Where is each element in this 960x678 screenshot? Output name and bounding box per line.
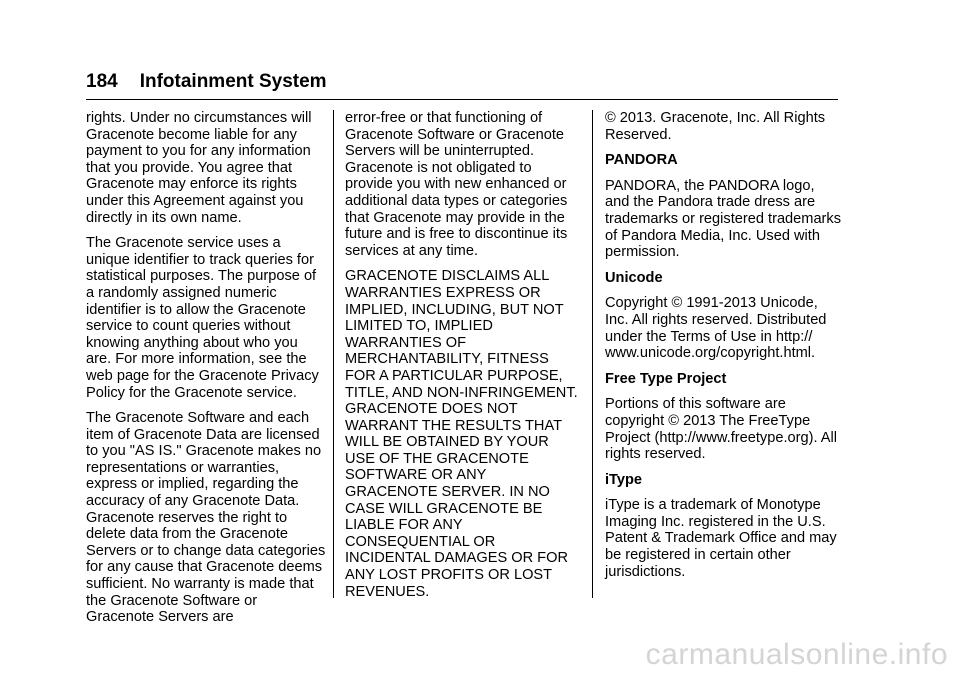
paragraph: Portions of this software are copyright © 2013 The FreeType Project (http://www.freetype.org). All rights reserved. — [605, 396, 837, 463]
page-header — [86, 70, 327, 94]
watermark: carmanualsonline.info — [645, 638, 948, 671]
subheading-itype: iType — [605, 471, 643, 488]
disclaimer-paragraph: GRACENOTE DISCLAIMS ALL WARRANTIES EXPRESS OR IMPLIED, INCLUDING, BUT NOT LIMITED TO, IMPLIED WARRANTIES OF MERCHANTABILITY, FITNESS FOR A PARTICULAR PURPOSE, TITLE, AND NON-INFRINGEMENT. GRACENOTE DOES NOT WARRANT THE RESULTS THAT WILL BE OBTAINED BY YOUR USE OF THE GRACENOTE SOFTWARE OR ANY GRACENOTE SERVER. IN NO CASE WILL GRACENOTE BE LIABLE FOR ANY CONSEQUENTIAL OR INCIDENTAL DAMAGES OR FOR ANY LOST PROFITS OR LOST REVENUES. — [345, 268, 578, 600]
paragraph: iType is a trademark of Monotype Imaging Inc. registered in the U.S. Patent & Trademark Office and may be registered in certain other jurisdictions. — [605, 497, 837, 580]
paragraph: The Gracenote service uses a unique identifier to track queries for statistical purposes. The purpose of a randomly assigned numeric identifier is to allow the Gracenote service to count queries without knowing anything about who you are. For more information, see the web page for the Gracenote Privacy Policy for the Gracenote service. — [86, 235, 319, 401]
paragraph: © 2013. Gracenote, Inc. All Rights Reserved. — [605, 110, 826, 143]
text-column-1 — [86, 110, 326, 635]
text-column-3 — [605, 110, 841, 589]
paragraph: rights. Under no circumstances will Gracenote become liable for any payment to you for any information that you provide. You agree that Gracenote may enforce its rights under this Agreement against you directly in its own name. — [86, 110, 312, 226]
paragraph: The Gracenote Software and each item of Gracenote Data are licensed to you "AS IS." Gracenote makes no representations or warranties, express or implied, regarding the accuracy of any Gracenote Data. Gracenote reserves the right to delete data from the Gracenote Servers or to change data categories for any cause that Gracenote deems sufficient. No warranty is made that the Gracenote Software or Gracenote Servers are — [86, 410, 326, 626]
paragraph: Copyright © 1991-2013 Unicode, Inc. All rights reserved. Distributed under the Terms of Use in http:// www.unicode.org/copyright.html. — [605, 295, 827, 362]
header-divider — [86, 99, 838, 100]
column-divider-1 — [333, 110, 334, 598]
text-column-2 — [345, 110, 581, 609]
subheading-unicode: Unicode — [605, 269, 663, 286]
subheading-pandora: PANDORA — [605, 152, 678, 169]
paragraph: PANDORA, the PANDORA logo, and the Pandora trade dress are trademarks or registered trademarks of Pandora Media, Inc. Used with permission. — [605, 177, 842, 261]
paragraph: error-free or that functioning of Gracenote Software or Gracenote Servers will be uninterrupted. Gracenote is not obligated to provide you with new enhanced or additional data types or categories that Gracenote may provide in the future and is free to discontinue its services at any time. — [345, 110, 568, 259]
subheading-freetype: Free Type Project — [605, 370, 727, 387]
column-divider-2 — [592, 110, 593, 598]
section-title: Infotainment System — [139, 71, 327, 92]
page-number: 184 — [86, 71, 118, 92]
